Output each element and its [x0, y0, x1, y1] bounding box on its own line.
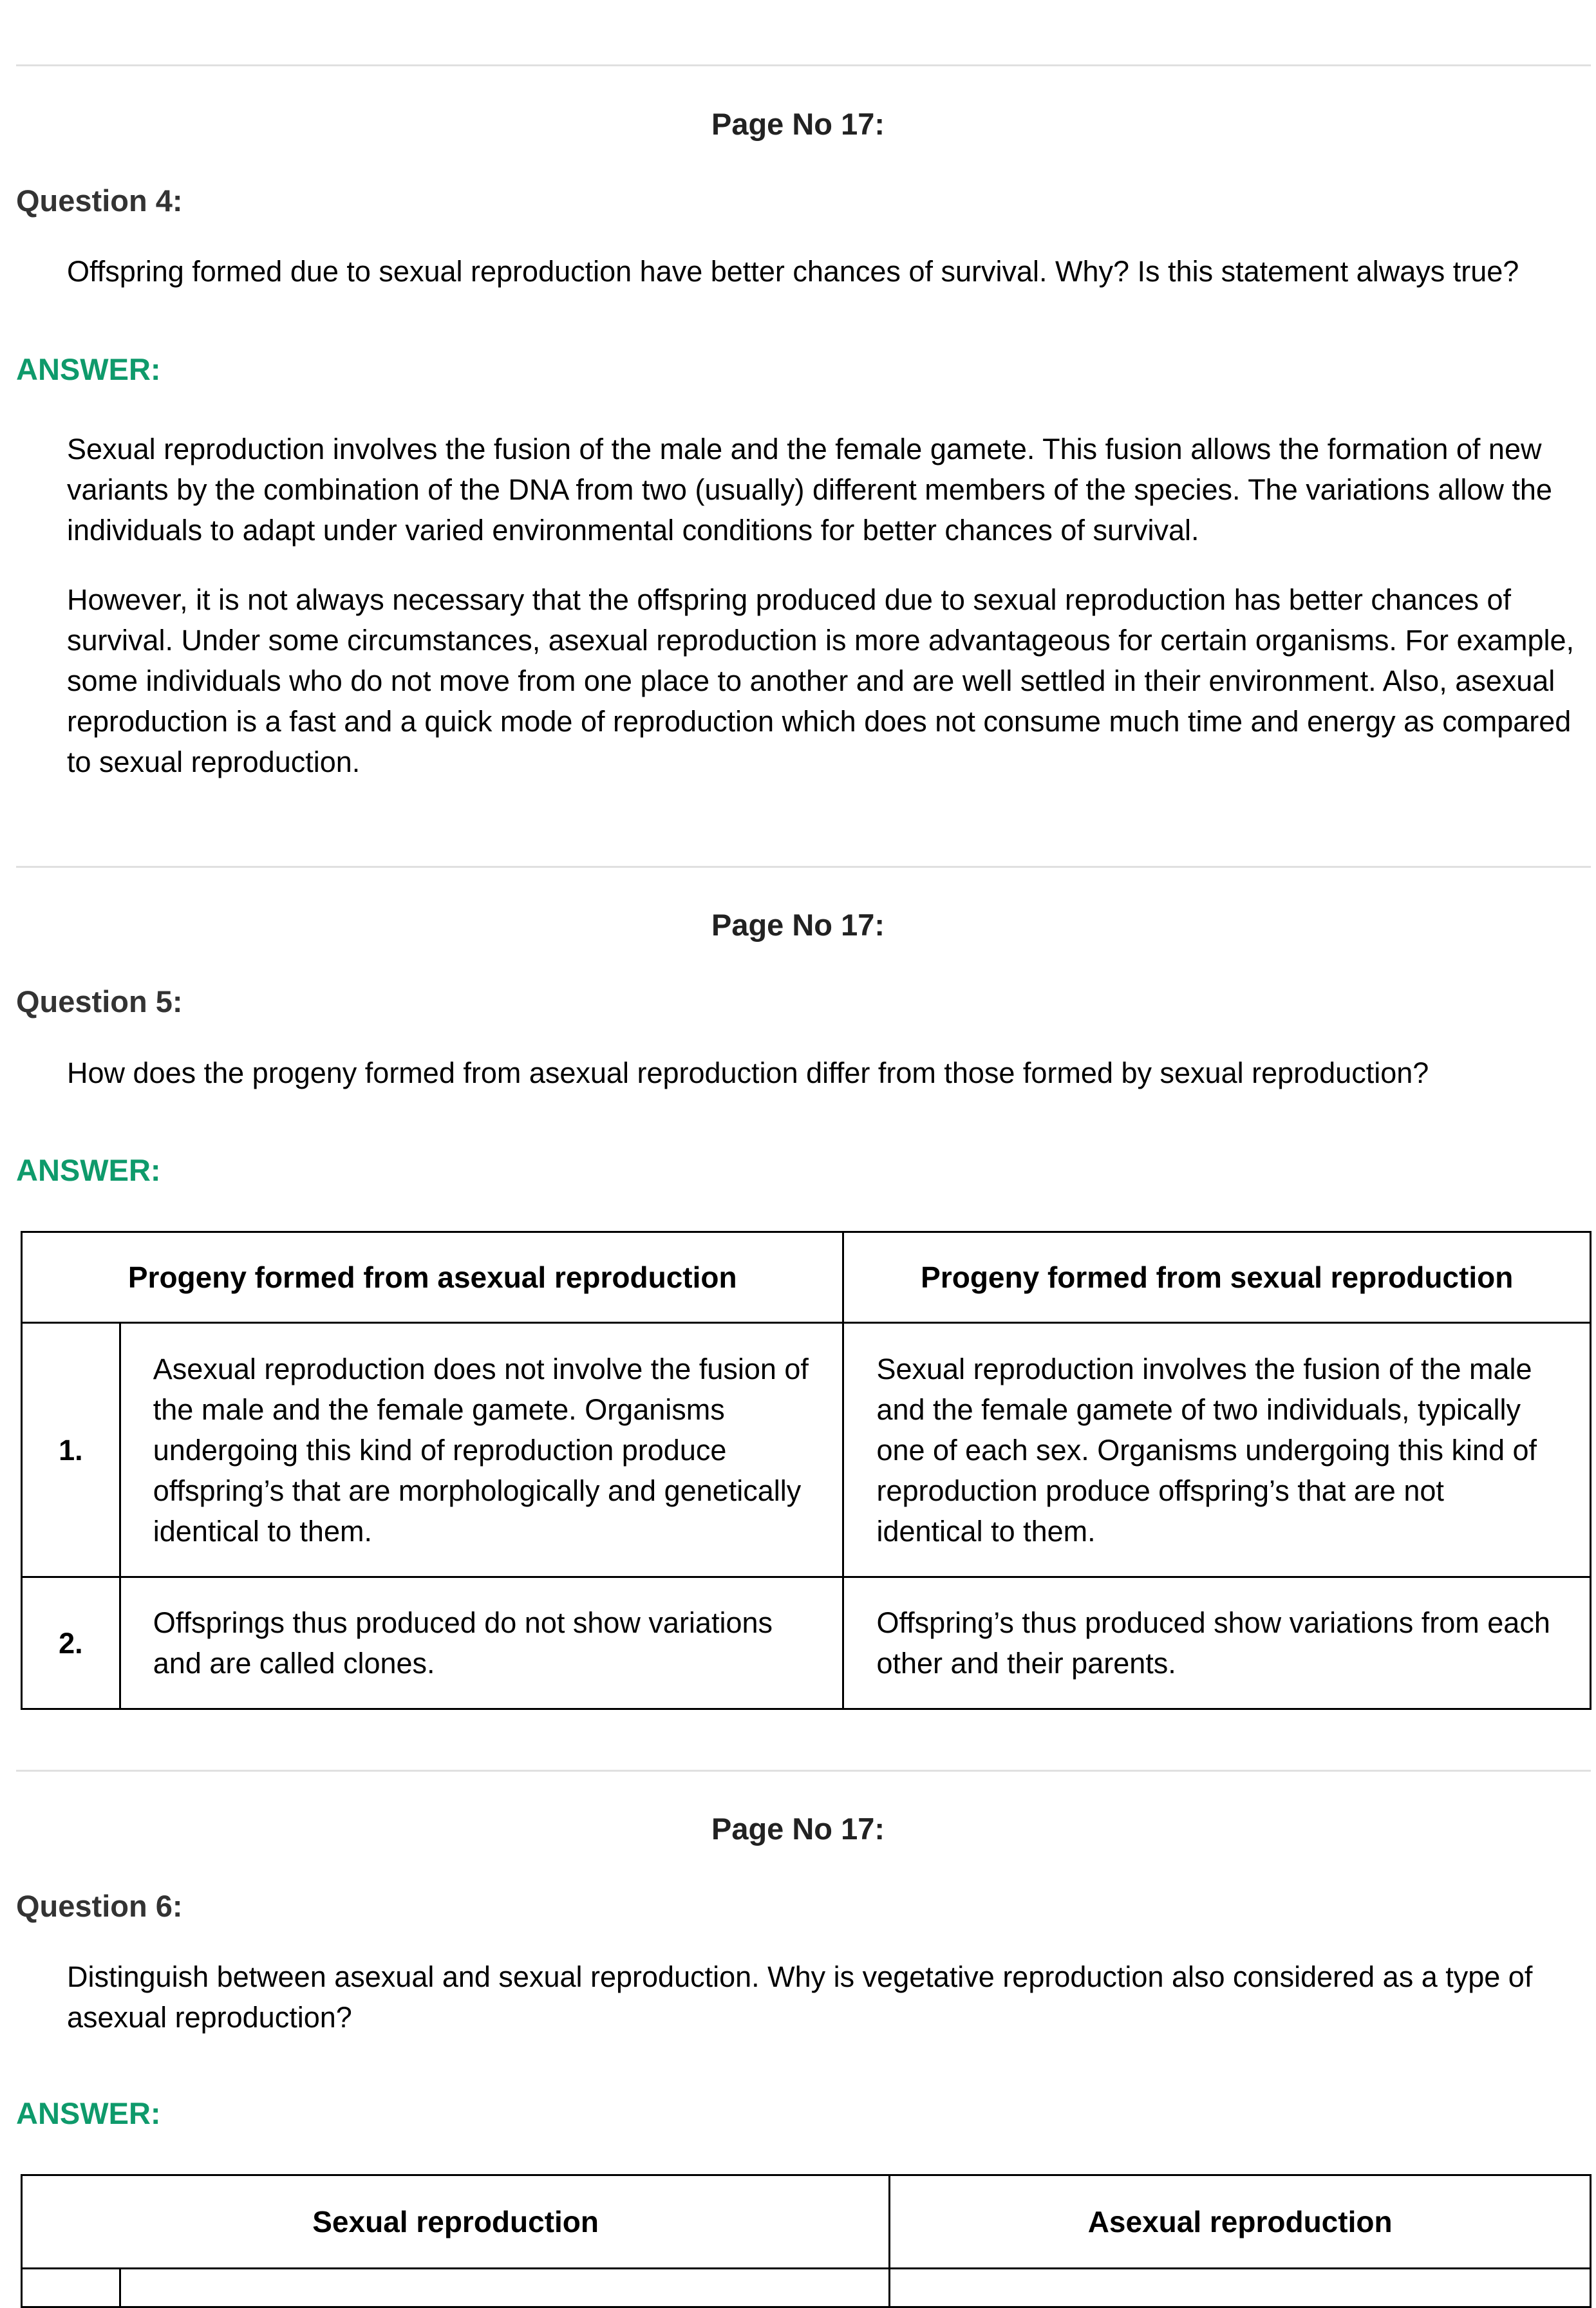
question-label: Question 4: [16, 183, 183, 218]
answer-label: ANSWER: [16, 352, 161, 386]
page-number-heading: Page No 17: [711, 107, 885, 141]
answer-paragraph: Sexual reproduction involves the fusion of the male and the female gamete. This fusion allows the formation of new variants by the combination of the DNA from two (usually) different members of the species. The variations allow the individuals to adapt under varied environmental conditions for better chances of survival. [67, 433, 1552, 547]
table-header: Progeny formed from sexual reproduction [843, 1232, 1591, 1323]
table-cell [120, 2269, 889, 2307]
table-cell: Sexual reproduction involves the fusion of the male and the female gamete of two individuals, typically one of each sex. Organisms undergoing this kind of reproduction produce offspring’s that are not identical to them. [843, 1323, 1591, 1577]
answer-label: ANSWER: [16, 2096, 161, 2130]
row-number: 1. [22, 1323, 120, 1577]
table-row [22, 2269, 1591, 2307]
section-divider [16, 64, 1591, 66]
table-header-row [22, 1232, 1591, 1323]
section-divider [16, 1770, 1591, 1772]
table-row [22, 1323, 1591, 1577]
table-header: Sexual reproduction [22, 2175, 890, 2269]
table-header: Progeny formed from asexual reproduction [22, 1232, 843, 1323]
comparison-table [21, 1231, 1591, 1710]
row-number: 2. [22, 1577, 120, 1709]
table-cell: Asexual reproduction does not involve the fusion of the male and the female gamete. Organisms undergoing this kind of reproduction produce offspring’s that are morphologically and genetically identical to them. [120, 1323, 843, 1577]
table-header: Asexual reproduction [890, 2175, 1591, 2269]
table-header-row [22, 2175, 1591, 2269]
comparison-table [21, 2174, 1591, 2308]
page-number-heading: Page No 17: [711, 1812, 885, 1846]
table-cell: Offspring’s thus produced show variations from each other and their parents. [843, 1577, 1591, 1709]
answer-paragraph: However, it is not always necessary that the offspring produced due to sexual reproduction has better chances of survival. Under some circumstances, asexual reproduction is more advantageous for certain organisms. For example, some individuals who do not move from one place to another and are well settled in their environment. Also, asexual reproduction is a fast and a quick mode of reproduction which does not consume much time and energy as compared to sexual reproduction. [67, 583, 1575, 778]
answer-label: ANSWER: [16, 1153, 161, 1187]
section-divider [16, 866, 1591, 868]
question-text: How does the progeny formed from asexual reproduction differ from those formed by sexual reproduction? [67, 1056, 1429, 1089]
question-text: Offspring formed due to sexual reproduction have better chances of survival. Why? Is this statement always true? [67, 255, 1519, 288]
table-row [22, 1577, 1591, 1709]
question-label: Question 6: [16, 1889, 183, 1923]
page-number-heading: Page No 17: [711, 908, 885, 942]
question-text: Distinguish between asexual and sexual reproduction. Why is vegetative reproduction also considered as a type of asexual reproduction? [67, 1960, 1533, 2034]
row-number [22, 2269, 120, 2307]
table-cell [890, 2269, 1591, 2307]
question-label: Question 5: [16, 984, 183, 1018]
table-cell: Offsprings thus produced do not show variations and are called clones. [120, 1577, 843, 1709]
